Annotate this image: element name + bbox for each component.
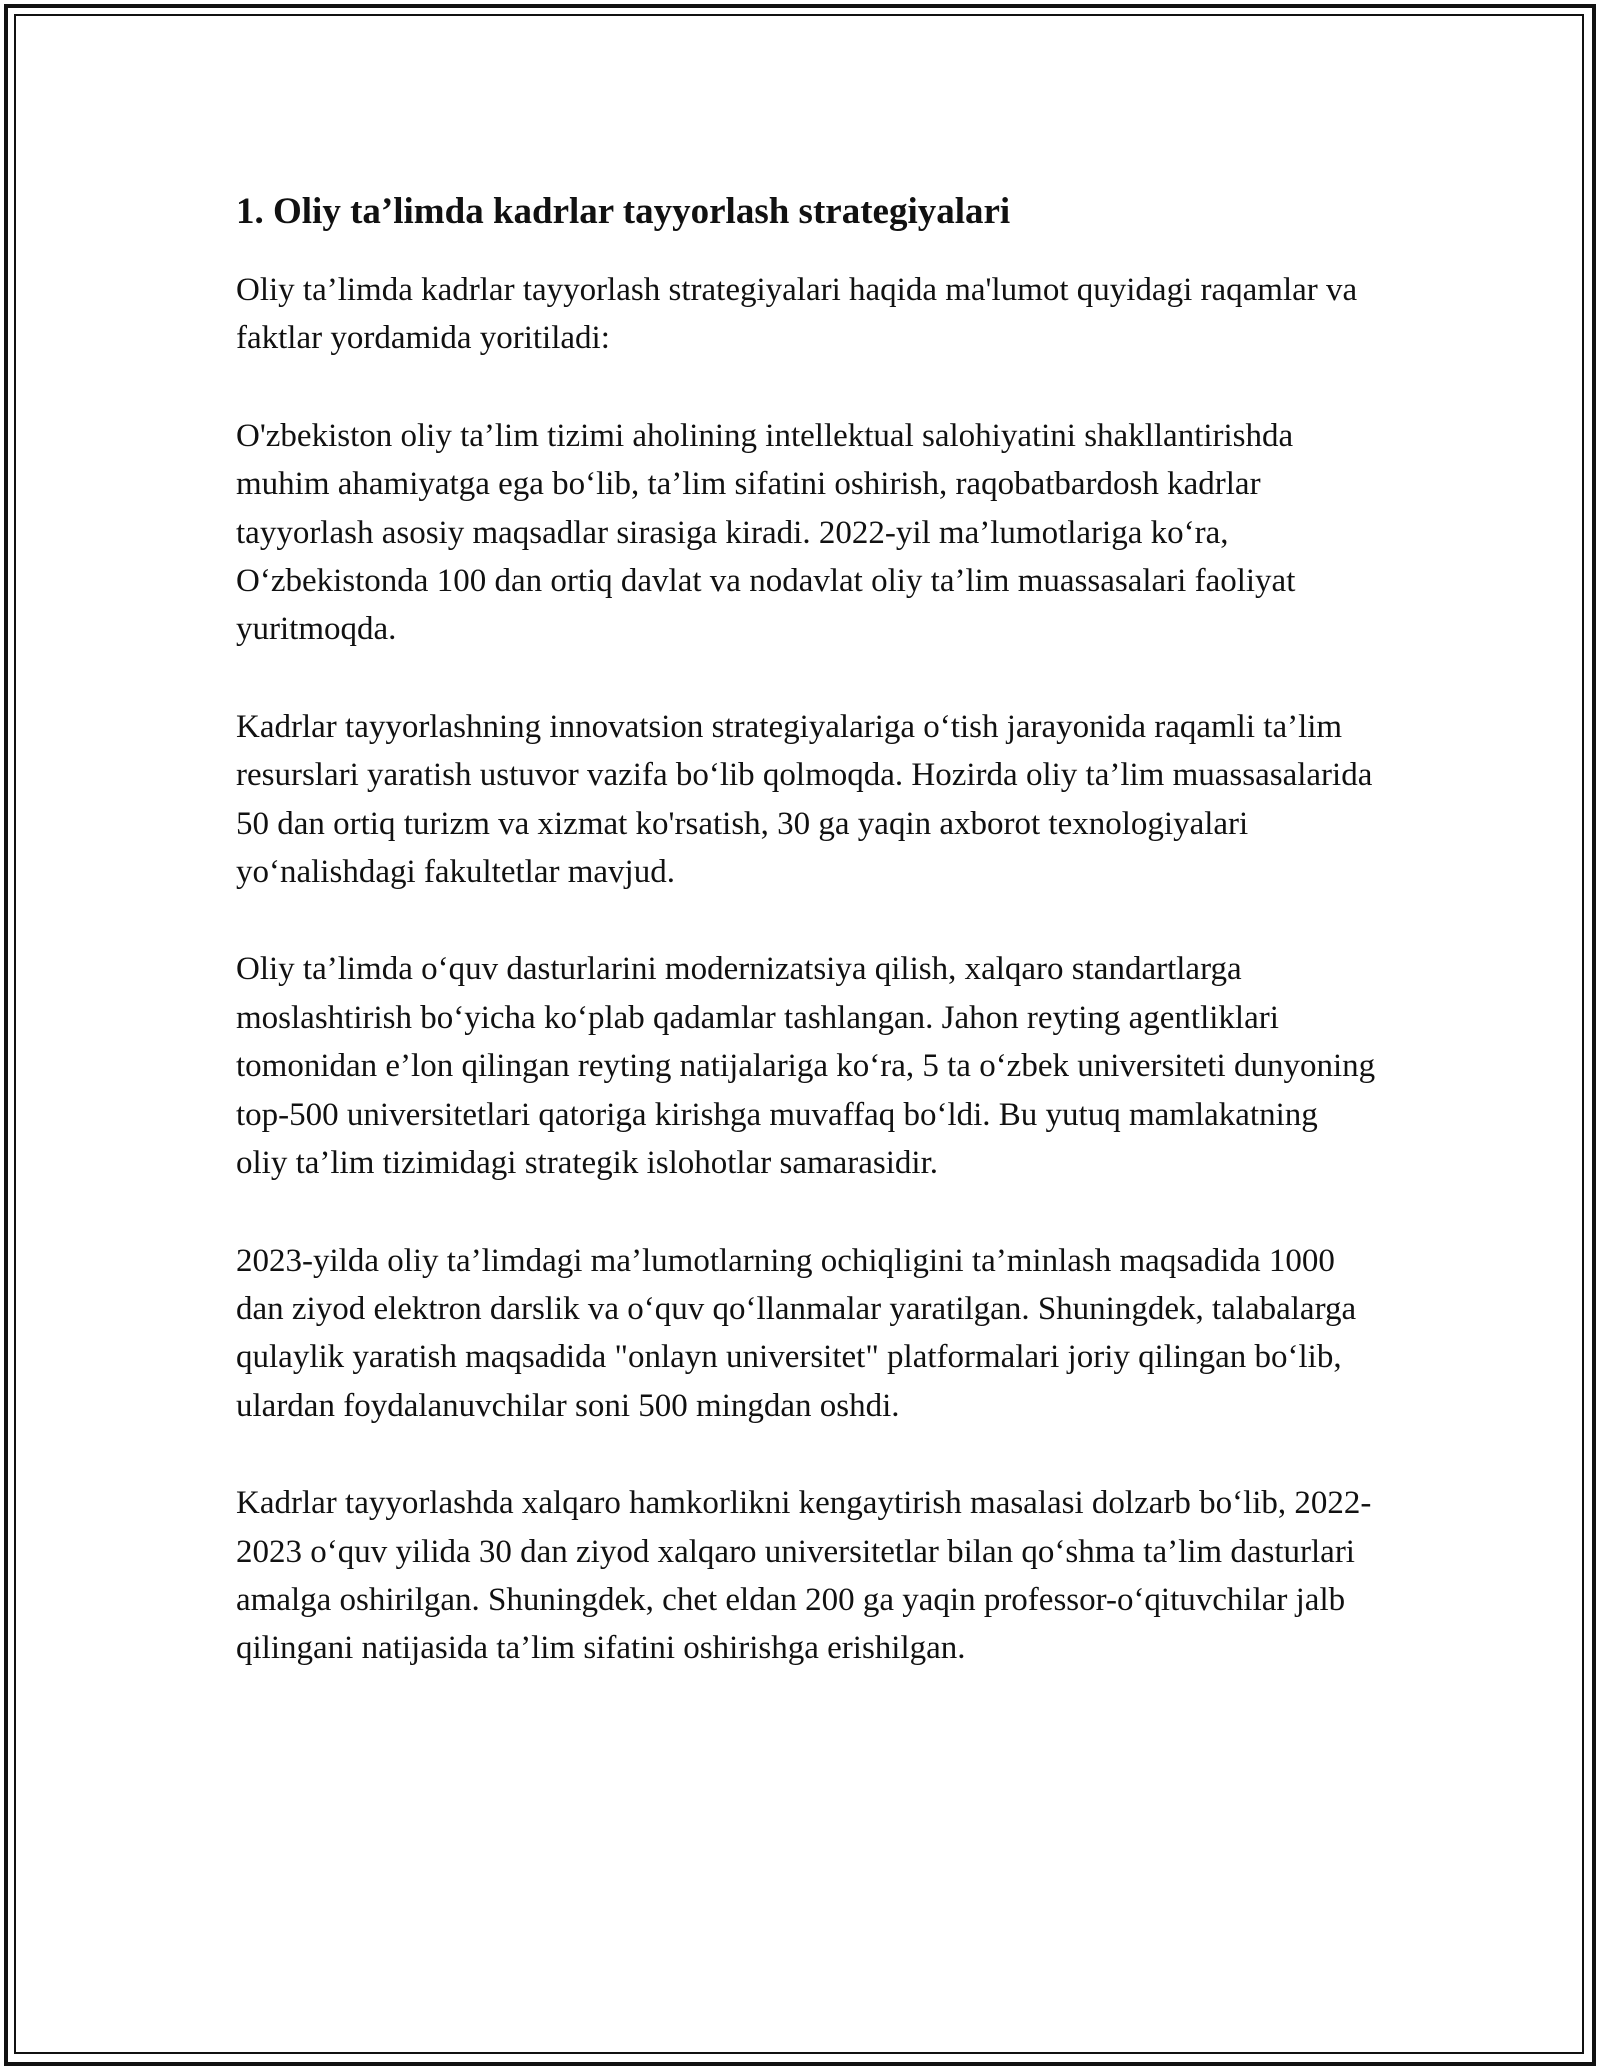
section-heading: 1. Oliy ta’limda kadrlar tayyorlash strategiyalari [236,191,1011,232]
paragraph-digital-resources: Kadrlar tayyorlashning innovatsion strategiyalariga o‘tish jarayonida raqamli ta’lim resurslari yaratish ustuvor vazifa bo‘lib qolmoqda. Hozirda oliy ta’lim muassasalarida 50 dan ortiq turizm va xizmat ko'rsatish, 30 ga yaqin axborot texnologiyalari yo‘nalishdagi fakultetlar mavjud. [236,708,1373,891]
paragraph-open-data-2023: 2023-yilda oliy ta’limdagi ma’lumotlarning ochiqligini ta’minlash maqsadida 1000 dan ziyod elektron darslik va o‘quv qo‘llanmalar yaratilgan. Shuningdek, talabalarga qulaylik yaratish maqsadida "onlayn universitet" platformalari joriy qilingan bo‘lib, ulardan foydalanuvchilar soni 500 mingdan oshdi. [236,1242,1357,1424]
document-body [236,186,1376,1722]
paragraph-higher-education-system: O'zbekiston oliy ta’lim tizimi aholining intellektual salohiyatini shakllantirishda muhim ahamiyatga ega bo‘lib, ta’lim sifatini oshirish, raqobatbardosh kadrlar tayyorlash asosiy maqsadlar sirasiga kiradi. 2022-yil ma’lumotlariga ko‘ra, O‘zbekistonda 100 dan ortiq davlat va nodavlat oliy ta’lim muassasalari faoliyat yuritmoqda. [236,417,1296,648]
paragraph-intro: Oliy ta’limda kadrlar tayyorlash strategiyalari haqida ma'lumot quyidagi raqamlar va faktlar yordamida yoritiladi: [236,272,1358,357]
paragraph-curriculum-modernization: Oliy ta’limda o‘quv dasturlarini modernizatsiya qilish, xalqaro standartlarga moslashtirish bo‘yicha ko‘plab qadamlar tashlangan. Jahon reyting agentliklari tomonidan e’lon qilingan reyting natijalariga ko‘ra, 5 ta o‘zbek universiteti dunyoning top-500 universitetlari qatoriga kirishga muvaffaq bo‘ldi. Bu yutuq mamlakatning oliy ta’lim tizimidagi strategik islohotlar samarasidir. [236,951,1376,1182]
paragraph-international-cooperation: Kadrlar tayyorlashda xalqaro hamkorlikni kengaytirish masalasi dolzarb bo‘lib, 2022-2023 o‘quv yilida 30 dan ziyod xalqaro universitetlar bilan qo‘shma ta’lim dasturlari amalga oshirilgan. Shuningdek, chet eldan 200 ga yaqin professor-o‘qituvchilar jalb qilingani natijasida ta’lim sifatini oshirishga erishilgan. [236,1485,1372,1667]
